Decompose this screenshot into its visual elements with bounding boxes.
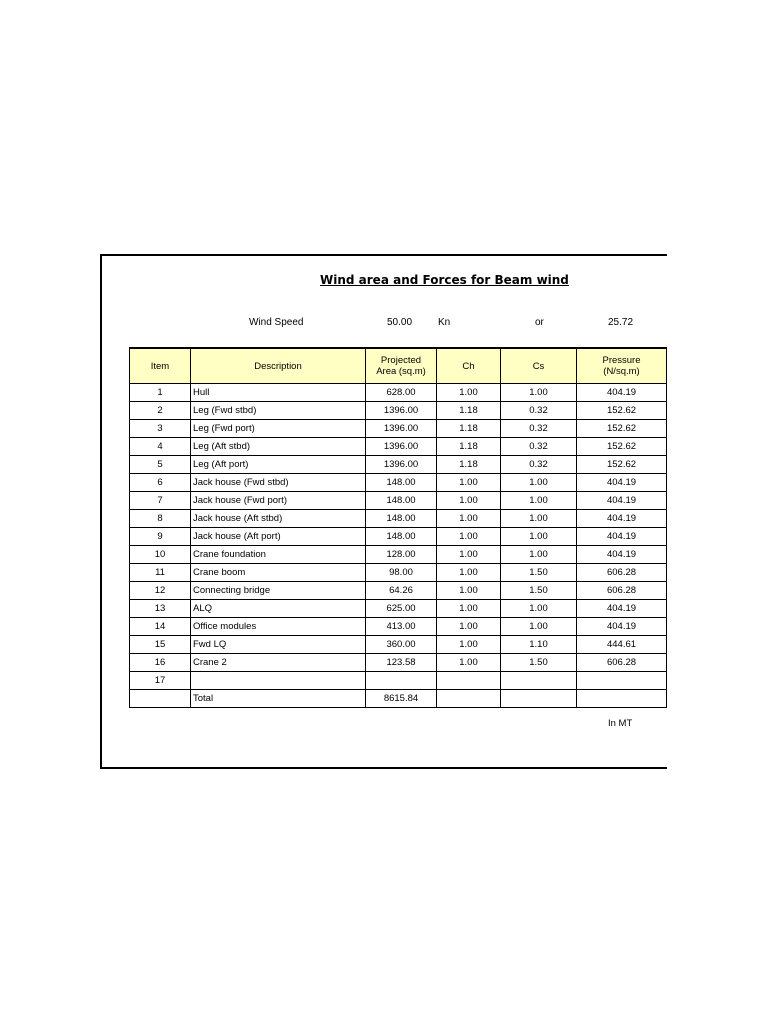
cs-cell: 1.00 (501, 510, 577, 528)
pressure-cell: 444.61 (577, 636, 667, 654)
ch-cell: 1.00 (437, 474, 501, 492)
description-cell: Crane boom (191, 564, 366, 582)
wind-speed-unit: Kn (438, 317, 451, 328)
pressure-cell: 404.19 (577, 510, 667, 528)
area-cell: 148.00 (366, 492, 437, 510)
table-row (130, 420, 667, 438)
ch-cell (437, 672, 501, 690)
table-row (130, 474, 667, 492)
unit-note: In MT (608, 718, 633, 729)
wind-speed-alt-value: 25.72 (608, 317, 634, 328)
cs-cell: 1.50 (501, 582, 577, 600)
description-cell: ALQ (191, 600, 366, 618)
pressure-cell (577, 672, 667, 690)
area-cell: 628.00 (366, 384, 437, 402)
ch-cell: 1.18 (437, 402, 501, 420)
table-row (130, 618, 667, 636)
page-cut-edge (667, 254, 768, 774)
item-cell: 7 (130, 492, 191, 510)
area-cell: 1396.00 (366, 456, 437, 474)
area-cell (366, 672, 437, 690)
ch-cell: 1.00 (437, 618, 501, 636)
area-cell: 413.00 (366, 618, 437, 636)
cs-cell (501, 672, 577, 690)
header-area-line1: Projected (380, 355, 422, 366)
item-cell: 12 (130, 582, 191, 600)
total-area: 8615.84 (366, 690, 437, 708)
description-cell: Jack house (Aft stbd) (191, 510, 366, 528)
description-cell: Connecting bridge (191, 582, 366, 600)
area-cell: 148.00 (366, 510, 437, 528)
item-cell: 15 (130, 636, 191, 654)
cs-cell: 1.00 (501, 492, 577, 510)
pressure-cell: 606.28 (577, 582, 667, 600)
table-header-row (130, 348, 667, 384)
item-cell: 9 (130, 528, 191, 546)
pressure-cell: 152.62 (577, 438, 667, 456)
area-cell: 625.00 (366, 600, 437, 618)
table-row (130, 546, 667, 564)
total-item-cell (130, 690, 191, 708)
ch-cell: 1.00 (437, 600, 501, 618)
pressure-cell: 152.62 (577, 456, 667, 474)
cs-cell: 0.32 (501, 402, 577, 420)
ch-cell: 1.18 (437, 456, 501, 474)
description-cell: Leg (Fwd port) (191, 420, 366, 438)
header-cs: Cs (501, 348, 577, 384)
cs-cell: 0.32 (501, 438, 577, 456)
pressure-cell: 404.19 (577, 528, 667, 546)
pressure-cell: 404.19 (577, 618, 667, 636)
cs-cell: 1.00 (501, 600, 577, 618)
table-row (130, 402, 667, 420)
item-cell: 10 (130, 546, 191, 564)
item-cell: 16 (130, 654, 191, 672)
item-cell: 8 (130, 510, 191, 528)
pressure-cell: 152.62 (577, 420, 667, 438)
header-ch: Ch (437, 348, 501, 384)
table-row (130, 582, 667, 600)
area-cell: 64.26 (366, 582, 437, 600)
item-cell: 3 (130, 420, 191, 438)
ch-cell: 1.00 (437, 654, 501, 672)
cs-cell: 1.00 (501, 528, 577, 546)
table-row (130, 654, 667, 672)
description-cell: Office modules (191, 618, 366, 636)
table-row (130, 456, 667, 474)
wind-speed-or: or (535, 317, 544, 328)
cs-cell: 1.00 (501, 474, 577, 492)
wind-speed-value: 50.00 (387, 317, 413, 328)
ch-cell: 1.00 (437, 528, 501, 546)
wind-force-table (129, 347, 667, 708)
ch-cell: 1.18 (437, 420, 501, 438)
ch-cell: 1.00 (437, 564, 501, 582)
total-label: Total (191, 690, 366, 708)
table-row (130, 564, 667, 582)
pressure-cell: 606.28 (577, 654, 667, 672)
cs-cell: 0.32 (501, 456, 577, 474)
pressure-cell: 152.62 (577, 402, 667, 420)
total-pressure-cell (577, 690, 667, 708)
header-pressure (577, 348, 667, 384)
header-item: Item (130, 348, 191, 384)
area-cell: 1396.00 (366, 402, 437, 420)
item-cell: 4 (130, 438, 191, 456)
header-description: Description (191, 348, 366, 384)
area-cell: 128.00 (366, 546, 437, 564)
pressure-cell: 404.19 (577, 546, 667, 564)
cs-cell: 1.00 (501, 618, 577, 636)
cs-cell: 1.50 (501, 564, 577, 582)
description-cell: Jack house (Fwd port) (191, 492, 366, 510)
item-cell: 2 (130, 402, 191, 420)
table-row (130, 492, 667, 510)
ch-cell: 1.00 (437, 636, 501, 654)
description-cell: Leg (Aft port) (191, 456, 366, 474)
header-area-line2: Area (sq.m) (376, 366, 426, 377)
area-cell: 1396.00 (366, 420, 437, 438)
header-projected-area (366, 348, 437, 384)
item-cell: 11 (130, 564, 191, 582)
table-row (130, 636, 667, 654)
ch-cell: 1.18 (437, 438, 501, 456)
total-ch-cell (437, 690, 501, 708)
pressure-cell: 404.19 (577, 474, 667, 492)
description-cell: Crane foundation (191, 546, 366, 564)
cs-cell: 1.00 (501, 384, 577, 402)
ch-cell: 1.00 (437, 510, 501, 528)
total-cs-cell (501, 690, 577, 708)
table-row (130, 510, 667, 528)
wind-speed-label: Wind Speed (249, 317, 304, 328)
pressure-cell: 404.19 (577, 384, 667, 402)
description-cell: Crane 2 (191, 654, 366, 672)
cs-cell: 1.50 (501, 654, 577, 672)
pressure-cell: 606.28 (577, 564, 667, 582)
description-cell: Fwd LQ (191, 636, 366, 654)
item-cell: 14 (130, 618, 191, 636)
item-cell: 17 (130, 672, 191, 690)
item-cell: 13 (130, 600, 191, 618)
description-cell (191, 672, 366, 690)
ch-cell: 1.00 (437, 492, 501, 510)
table-body (130, 384, 667, 690)
page-title: Wind area and Forces for Beam wind (320, 273, 569, 287)
cs-cell: 0.32 (501, 420, 577, 438)
header-pressure-line1: Pressure (602, 355, 641, 366)
area-cell: 148.00 (366, 474, 437, 492)
table-row (130, 600, 667, 618)
item-cell: 6 (130, 474, 191, 492)
table-row (130, 672, 667, 690)
area-cell: 360.00 (366, 636, 437, 654)
ch-cell: 1.00 (437, 384, 501, 402)
description-cell: Hull (191, 384, 366, 402)
pressure-cell: 404.19 (577, 492, 667, 510)
cs-cell: 1.10 (501, 636, 577, 654)
area-cell: 1396.00 (366, 438, 437, 456)
ch-cell: 1.00 (437, 546, 501, 564)
item-cell: 5 (130, 456, 191, 474)
pressure-cell: 404.19 (577, 600, 667, 618)
item-cell: 1 (130, 384, 191, 402)
description-cell: Leg (Fwd stbd) (191, 402, 366, 420)
description-cell: Leg (Aft stbd) (191, 438, 366, 456)
area-cell: 148.00 (366, 528, 437, 546)
table-row (130, 384, 667, 402)
table-row (130, 438, 667, 456)
area-cell: 123.58 (366, 654, 437, 672)
ch-cell: 1.00 (437, 582, 501, 600)
description-cell: Jack house (Fwd stbd) (191, 474, 366, 492)
cs-cell: 1.00 (501, 546, 577, 564)
description-cell: Jack house (Aft port) (191, 528, 366, 546)
header-pressure-line2: (N/sq.m) (603, 366, 640, 377)
area-cell: 98.00 (366, 564, 437, 582)
total-row (130, 690, 667, 708)
table-row (130, 528, 667, 546)
